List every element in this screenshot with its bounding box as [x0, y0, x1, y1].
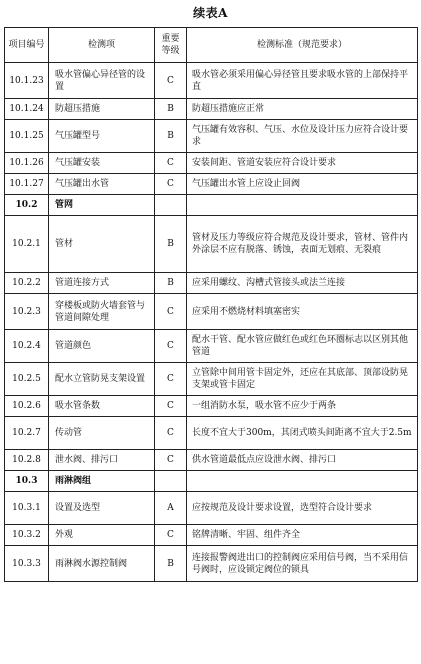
row-grade: C [155, 363, 187, 396]
row-grade: B [155, 120, 187, 153]
row-grade [155, 471, 187, 492]
row-standard: 立管除中间用管卡固定外，还应在其底部、顶部设防晃支架或管卡固定 [187, 363, 418, 396]
row-grade: A [155, 492, 187, 525]
row-number: 10.2.2 [5, 273, 49, 294]
row-number: 10.2.7 [5, 417, 49, 450]
table-row [5, 294, 418, 330]
table-row [5, 417, 418, 450]
header-no: 项目编号 [5, 28, 49, 63]
row-standard: 管材及压力等级应符合规范及设计要求，管材、管件内外涂层不应有脱落、锈蚀，表面无划痕、无裂痕 [187, 216, 418, 273]
table-row [5, 546, 418, 582]
table-row [5, 216, 418, 273]
row-item: 吸水管条数 [49, 396, 155, 417]
row-standard [187, 195, 418, 216]
row-grade: C [155, 294, 187, 330]
row-standard: 长度不宜大于300m，其闭式喷头间距离不宜大于2.5m [187, 417, 418, 450]
row-grade: C [155, 63, 187, 99]
row-item: 雨淋阀水源控制阀 [49, 546, 155, 582]
row-standard: 配水干管、配水管应做红色或红色环圈标志以区别其他管道 [187, 330, 418, 363]
table-row [5, 450, 418, 471]
row-number: 10.2.5 [5, 363, 49, 396]
row-standard: 连接报警阀进出口的控制阀应采用信号阀，当不采用信号阀时，应设锁定阀位的锁具 [187, 546, 418, 582]
row-item: 管道连接方式 [49, 273, 155, 294]
row-standard: 气压罐有效容积、气压、水位及设计压力应符合设计要求 [187, 120, 418, 153]
row-number: 10.2.3 [5, 294, 49, 330]
row-number: 10.2.8 [5, 450, 49, 471]
row-item: 泄水阀、排污口 [49, 450, 155, 471]
table-row [5, 120, 418, 153]
header-row [5, 28, 418, 63]
table-row [5, 330, 418, 363]
row-item: 气压罐型号 [49, 120, 155, 153]
row-number: 10.3 [5, 471, 49, 492]
row-standard: 安装间距、管道安装应符合设计要求 [187, 153, 418, 174]
row-number: 10.1.24 [5, 99, 49, 120]
header-standard: 检测标准（规范要求） [187, 28, 418, 63]
row-standard: 一组消防水泵，吸水管不应少于两条 [187, 396, 418, 417]
row-grade: B [155, 546, 187, 582]
row-standard: 应采用不燃烧材料填塞密实 [187, 294, 418, 330]
row-item: 外观 [49, 525, 155, 546]
row-item: 雨淋阀组 [49, 471, 155, 492]
table-title: 续表A [193, 6, 228, 20]
table-row [5, 363, 418, 396]
row-item: 防超压措施 [49, 99, 155, 120]
section-row [5, 195, 418, 216]
row-number: 10.2 [5, 195, 49, 216]
header-grade: 重要等级 [155, 28, 187, 63]
table-row [5, 492, 418, 525]
row-grade: C [155, 174, 187, 195]
row-standard: 防超压措施应正常 [187, 99, 418, 120]
row-standard [187, 471, 418, 492]
row-standard: 应采用螺纹、沟槽式管接头或法兰连接 [187, 273, 418, 294]
row-grade: C [155, 153, 187, 174]
row-number: 10.1.25 [5, 120, 49, 153]
row-grade: B [155, 216, 187, 273]
inspection-table [4, 27, 418, 582]
row-standard: 供水管道最低点应设泄水阀、排污口 [187, 450, 418, 471]
table-body [5, 63, 418, 582]
row-item: 管道颜色 [49, 330, 155, 363]
table-row [5, 153, 418, 174]
section-row [5, 471, 418, 492]
row-grade: B [155, 273, 187, 294]
row-grade: B [155, 99, 187, 120]
table-row [5, 525, 418, 546]
row-number: 10.1.26 [5, 153, 49, 174]
row-standard: 气压罐出水管上应设止回阀 [187, 174, 418, 195]
row-item: 穿楼板或防火墙套管与管道间隙处理 [49, 294, 155, 330]
row-standard: 应按规范及设计要求设置，选型符合设计要求 [187, 492, 418, 525]
row-grade: C [155, 396, 187, 417]
row-grade: C [155, 525, 187, 546]
table-row [5, 99, 418, 120]
row-item: 管网 [49, 195, 155, 216]
row-item: 管材 [49, 216, 155, 273]
row-number: 10.3.3 [5, 546, 49, 582]
row-item: 气压罐安装 [49, 153, 155, 174]
row-item: 配水立管防晃支架设置 [49, 363, 155, 396]
header-item: 检测项 [49, 28, 155, 63]
row-grade: C [155, 330, 187, 363]
table-row [5, 174, 418, 195]
row-grade: C [155, 417, 187, 450]
row-number: 10.2.4 [5, 330, 49, 363]
row-item: 气压罐出水管 [49, 174, 155, 195]
row-number: 10.2.6 [5, 396, 49, 417]
row-item: 吸水管偏心异径管的设置 [49, 63, 155, 99]
row-item: 设置及选型 [49, 492, 155, 525]
row-number: 10.2.1 [5, 216, 49, 273]
row-grade [155, 195, 187, 216]
row-number: 10.3.1 [5, 492, 49, 525]
row-item: 传动管 [49, 417, 155, 450]
table-row [5, 63, 418, 99]
row-standard: 吸水管必须采用偏心异径管且要求吸水管的上部保持平直 [187, 63, 418, 99]
row-grade: C [155, 450, 187, 471]
table-row [5, 396, 418, 417]
row-number: 10.1.27 [5, 174, 49, 195]
row-number: 10.1.23 [5, 63, 49, 99]
row-standard: 铭牌清晰、牢固、组件齐全 [187, 525, 418, 546]
table-row [5, 273, 418, 294]
row-number: 10.3.2 [5, 525, 49, 546]
